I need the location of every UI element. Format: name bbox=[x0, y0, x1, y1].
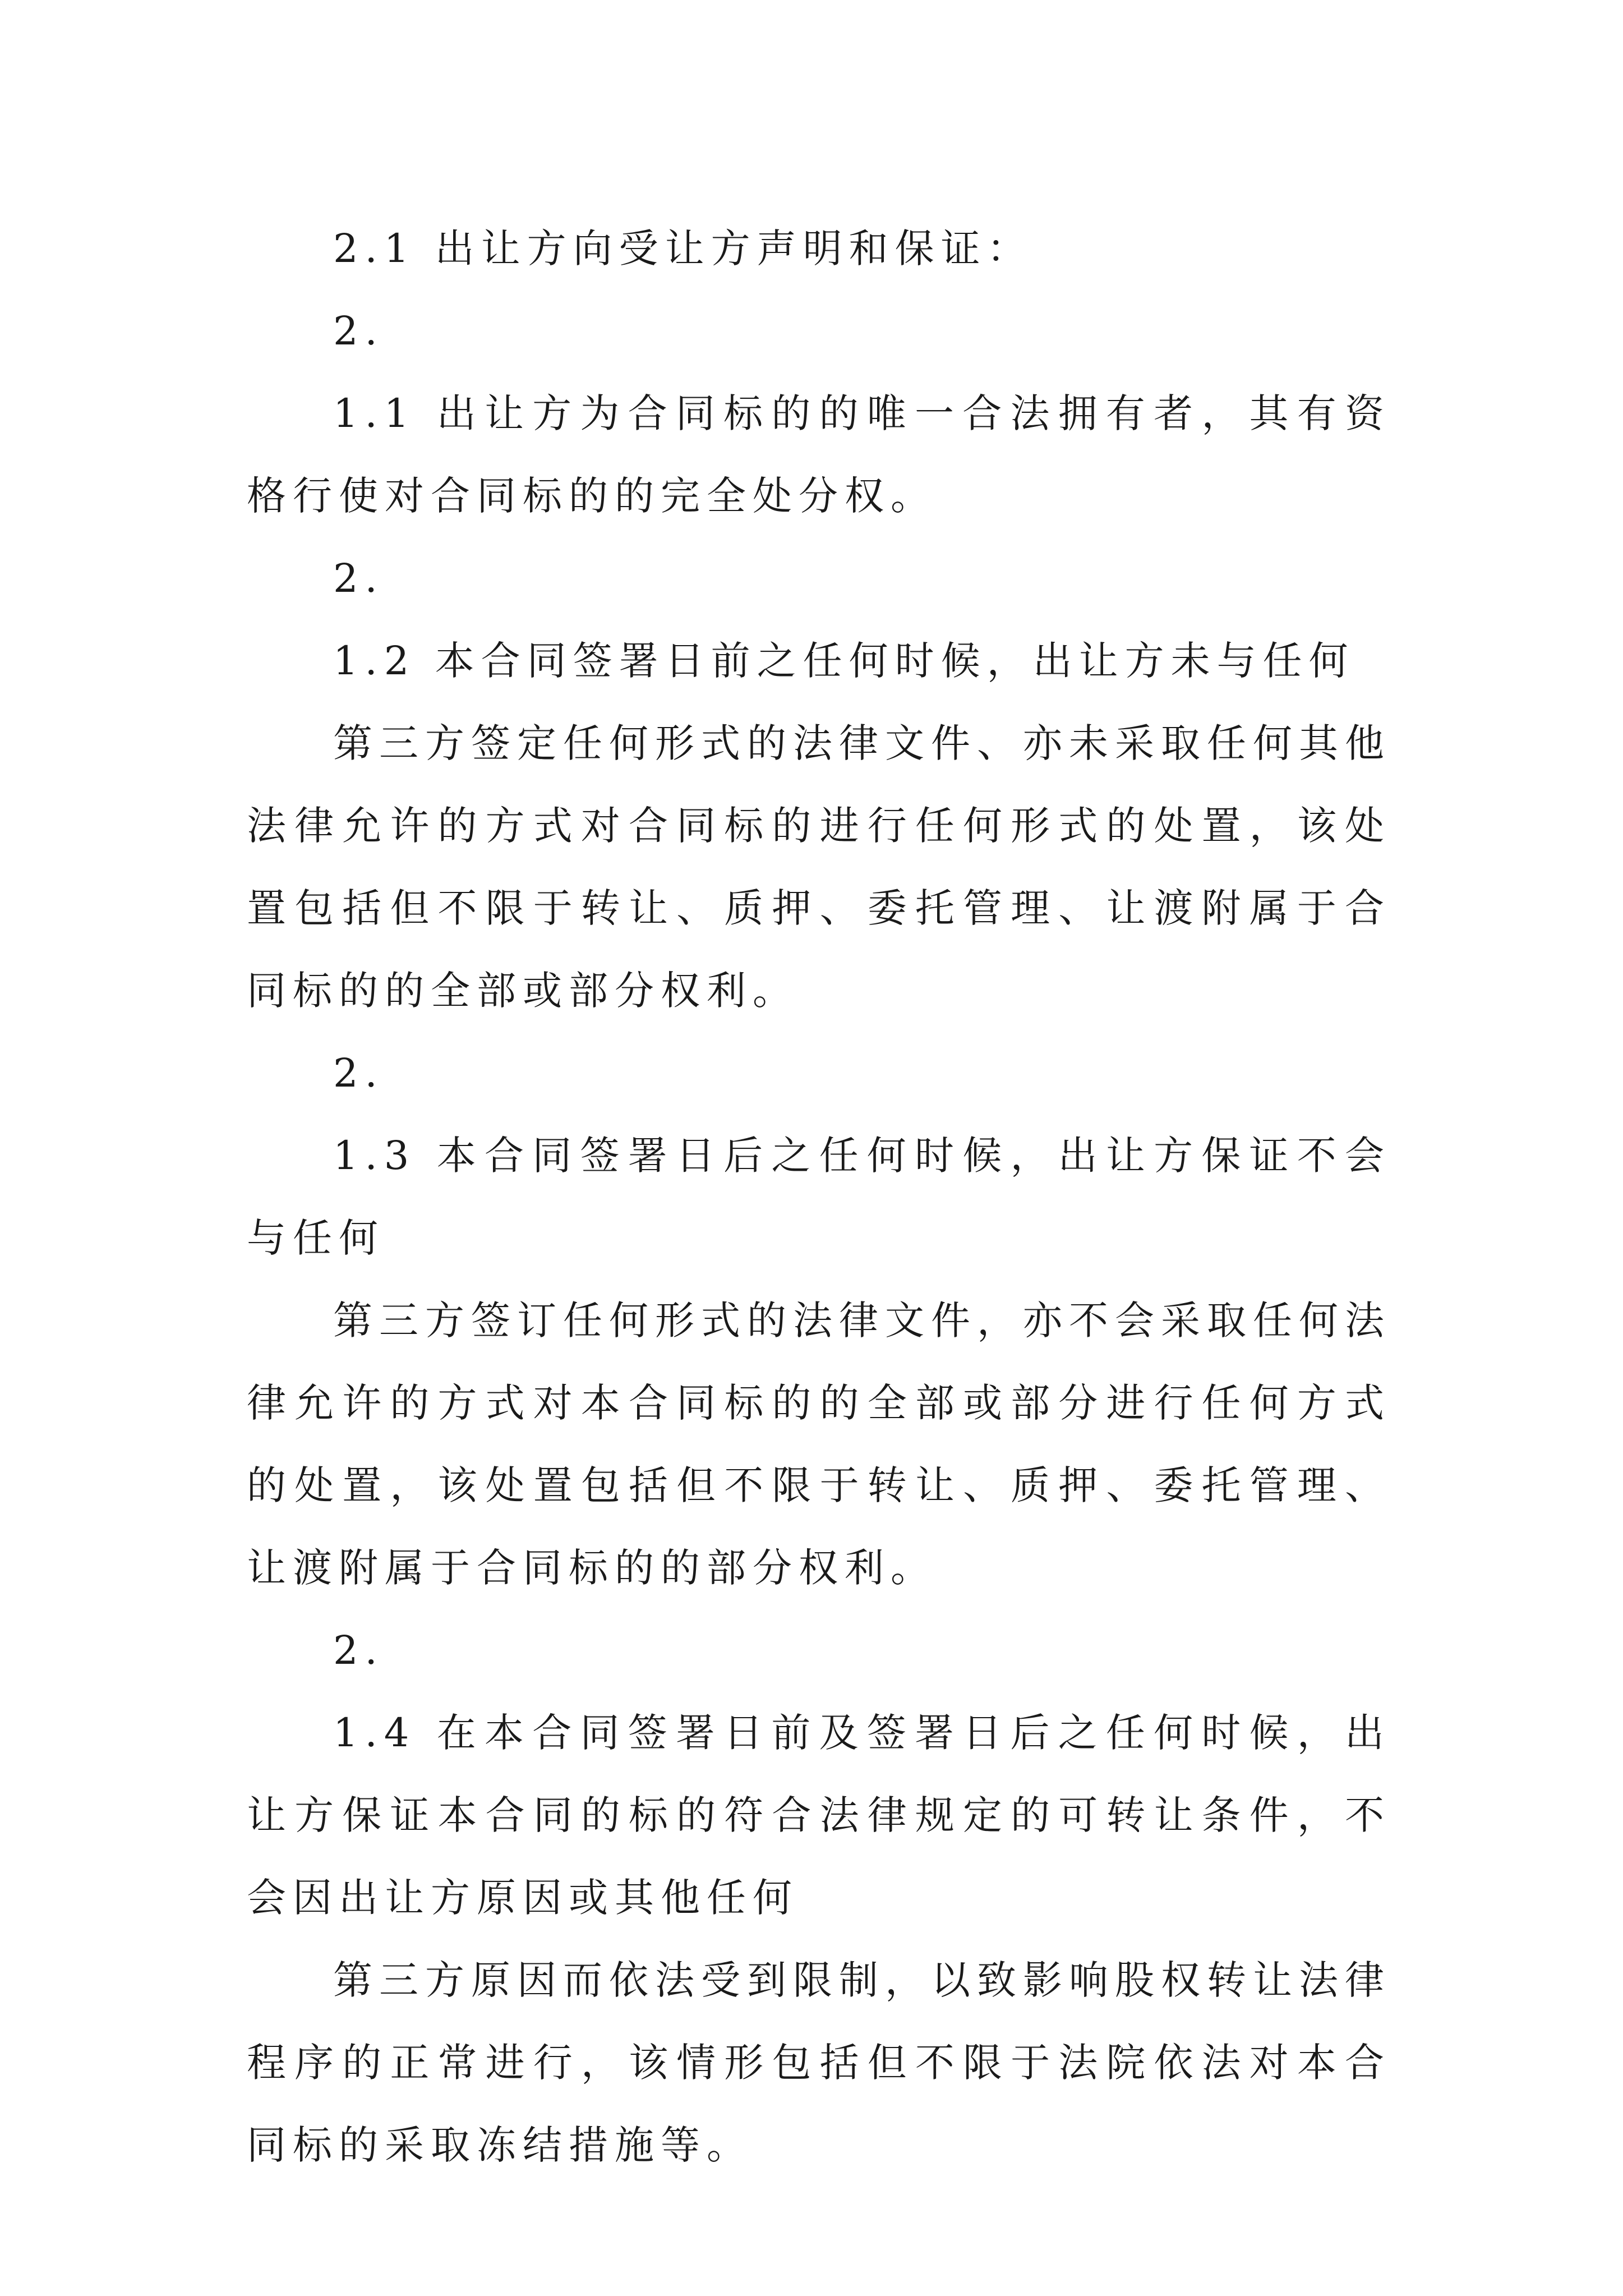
clause-2-1-heading: 2.1 出让方向受让方声明和保证： bbox=[333, 226, 1033, 272]
section-number: 2. bbox=[333, 308, 384, 354]
clause-1-3-continued: 第三方签订任何形式的法律文件，亦不会采取任何法律允许的方式对本合同标的的全部或部分进行任何方式的处置，该处置包括但不限于转让、质押、委托管理、让渡附属于合同标的的部分权利。 bbox=[247, 1297, 1391, 1591]
clause-1-3: 1.3 本合同签署日后之任何时候，出让方保证不会与任何 bbox=[247, 1133, 1391, 1261]
clause-1-2: 1.2 本合同签署日前之任何时候，出让方未与任何 bbox=[333, 638, 1355, 684]
clause-1-2-continued: 第三方签定任何形式的法律文件、亦未采取任何其他法律允许的方式对合同标的进行任何形式的处置，该处置包括但不限于转让、质押、委托管理、让渡附属于合同标的的全部或部分权利。 bbox=[247, 720, 1391, 1014]
section-number: 2. bbox=[333, 555, 384, 601]
section-number: 2. bbox=[333, 1627, 384, 1673]
clause-1-1: 1.1 出让方为合同标的的唯一合法拥有者，其有资格行使对合同标的的完全处分权。 bbox=[247, 390, 1391, 519]
document-body bbox=[247, 208, 1391, 2187]
section-number: 2. bbox=[333, 1050, 384, 1096]
clause-1-4-continued: 第三方原因而依法受到限制，以致影响股权转让法律程序的正常进行，该情形包括但不限于法院依法对本合同标的采取冻结措施等。 bbox=[247, 1957, 1391, 2168]
clause-1-4: 1.4 在本合同签署日前及签署日后之任何时候，出让方保证本合同的标的符合法律规定的可转让条件，不会因出让方原因或其他任何 bbox=[247, 1710, 1391, 1921]
